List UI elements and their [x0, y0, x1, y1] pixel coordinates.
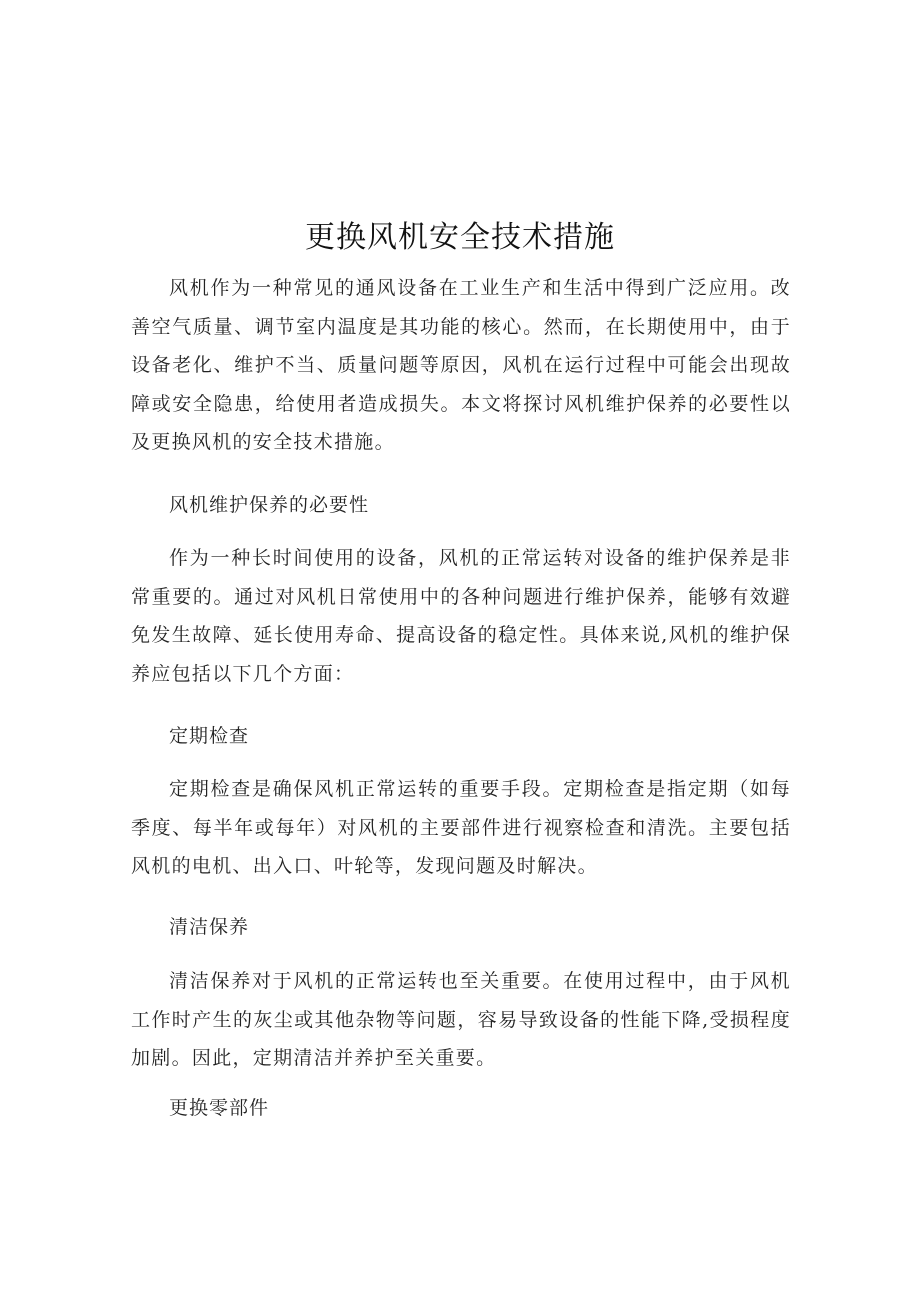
section-heading-regular-inspection: 定期检查	[169, 725, 250, 747]
section-heading-replace-parts: 更换零部件	[169, 1097, 270, 1119]
maintenance-paragraph: 作为一种长时间使用的设备，风机的正常运转对设备的维护保养是非常重要的。通过对风机日常使用中的各种问题进行维护保养，能够有效避免发生故障、延长使用寿命、提高设备的稳定性。具体来说,风机的维护保养应包括以下几个方面：	[131, 547, 791, 685]
intro-paragraph: 风机作为一种常见的通风设备在工业生产和生活中得到广泛应用。改善空气质量、调节室内温度是其功能的核心。然而，在长期使用中，由于设备老化、维护不当、质量问题等原因，风机在运行过程中可能会出现故障或安全隐患，给使用者造成损失。本文将探讨风机维护保养的必要性以及更换风机的安全技术措施。	[131, 277, 791, 453]
cleaning-paragraph: 清洁保养对于风机的正常运转也至关重要。在使用过程中，由于风机工作时产生的灰尘或其他杂物等问题，容易导致设备的性能下降,受损程度加剧。因此，定期清洁并养护至关重要。	[131, 970, 791, 1069]
section-heading-cleaning: 清洁保养	[169, 916, 250, 938]
section-heading-maintenance-necessity: 风机维护保养的必要性	[169, 494, 370, 516]
inspection-paragraph: 定期检查是确保风机正常运转的重要手段。定期检查是指定期（如每季度、每半年或每年）对风机的主要部件进行视察检查和清洗。主要包括风机的电机、出入口、叶轮等，发现问题及时解决。	[131, 778, 791, 877]
document-title: 更换风机安全技术措施	[305, 220, 615, 255]
